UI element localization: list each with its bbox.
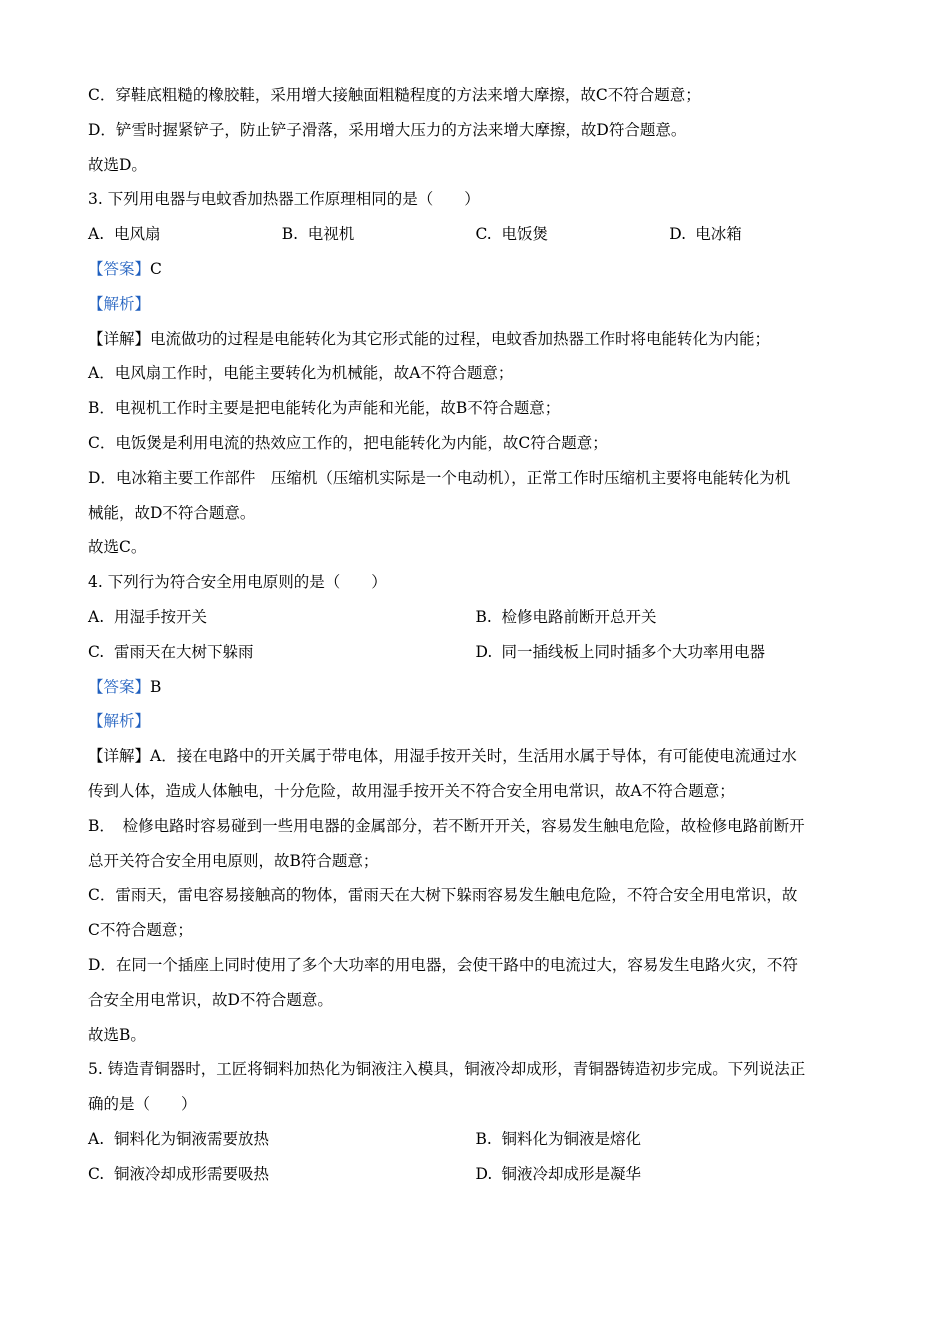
answer-label: 【答案】 bbox=[88, 259, 151, 278]
detail-line: D．电冰箱主要工作部件 压缩机（压缩机实际是一个电动机），正常工作时压缩机主要将电能转化为机 bbox=[88, 468, 791, 487]
detail-line: 传到人体，造成人体触电，十分危险，故用湿手按开关不符合安全用电常识，故A不符合题意； bbox=[88, 781, 735, 800]
option-text: 铜料化为铜液需要放热 bbox=[114, 1129, 270, 1148]
answer-label: 【答案】 bbox=[88, 677, 151, 696]
detail-line bbox=[88, 739, 863, 774]
option-c bbox=[476, 217, 670, 252]
option-a bbox=[88, 1122, 476, 1157]
question-5-stem: 5. 铸造青铜器时，工匠将铜料加热化为铜液注入模具，铜液冷却成形，青铜器铸造初步完成。下列说法正 bbox=[88, 1060, 806, 1079]
text-line: D．铲雪时握紧铲子，防止铲子滑落，采用增大压力的方法来增大摩擦，故D符合题意。 bbox=[88, 120, 687, 139]
detail-line: C．电饭煲是利用电流的热效应工作的，把电能转化为内能，故C符合题意； bbox=[88, 433, 608, 452]
question-5-options-row-1 bbox=[88, 1122, 863, 1157]
option-tag: A. bbox=[88, 225, 105, 244]
detail-line: D．在同一个插座上同时使用了多个大功率的用电器，会使干路中的电流过大，容易发生电路火灾，不符 bbox=[88, 955, 798, 974]
analysis-label: 【解析】 bbox=[88, 712, 151, 731]
detail-line: 故选C。 bbox=[88, 538, 147, 557]
detail-line: 合安全用电常识，故D不符合题意。 bbox=[88, 990, 333, 1009]
option-text: 电风扇 bbox=[114, 225, 161, 244]
question-5-stem-continued: 确的是（ ） bbox=[88, 1095, 197, 1114]
answer-value: C bbox=[150, 259, 162, 278]
option-text: 电冰箱 bbox=[695, 225, 742, 244]
option-b bbox=[476, 600, 864, 635]
detail-line: B． 检修电路时容易碰到一些用电器的金属部分，若不断开开关，容易发生触电危险，故检修电路前断开 bbox=[88, 816, 805, 835]
text-line: 故选D。 bbox=[88, 155, 147, 174]
option-text: 电视机 bbox=[307, 225, 355, 244]
option-text: 雷雨天在大树下躲雨 bbox=[114, 642, 254, 661]
detail-line: A．电风扇工作时，电能主要转化为机械能，故A不符合题意； bbox=[88, 364, 514, 383]
question-3-options bbox=[88, 217, 863, 252]
option-tag: C. bbox=[475, 225, 492, 244]
analysis-line bbox=[88, 704, 863, 739]
detail-text: A．接在电路中的开关属于带电体，用湿手按开关时，生活用水属于导体，有可能使电流通过水 bbox=[150, 747, 797, 766]
detail-line bbox=[88, 322, 863, 357]
answer-value: B bbox=[150, 677, 162, 696]
option-d bbox=[476, 1157, 864, 1192]
answer-line bbox=[88, 252, 863, 287]
detail-line: C．雷雨天，雷电容易接触高的物体，雷雨天在大树下躲雨容易发生触电危险，不符合安全用电常识，故 bbox=[88, 886, 798, 905]
option-text: 铜液冷却成形需要吸热 bbox=[114, 1164, 270, 1183]
option-text: 铜料化为铜液是熔化 bbox=[501, 1129, 642, 1148]
question-3-stem: 3. 下列用电器与电蚊香加热器工作原理相同的是（ ） bbox=[88, 190, 480, 209]
option-tag: D. bbox=[475, 1164, 493, 1183]
question-5-options-row-2 bbox=[88, 1157, 863, 1192]
detail-label: 【详解】 bbox=[88, 329, 151, 348]
option-d bbox=[669, 217, 863, 252]
analysis-label: 【解析】 bbox=[88, 294, 151, 313]
text-line: C．穿鞋底粗糙的橡胶鞋，采用增大接触面粗糙程度的方法来增大摩擦，故C不符合题意； bbox=[88, 86, 701, 104]
option-c bbox=[88, 635, 476, 670]
question-4-options-row-1 bbox=[88, 600, 863, 635]
detail-line: 总开关符合安全用电原则，故B符合题意； bbox=[88, 851, 379, 870]
detail-label: 【详解】 bbox=[88, 747, 151, 766]
detail-line: 械能，故D不符合题意。 bbox=[88, 503, 256, 522]
answer-line bbox=[88, 670, 863, 705]
detail-text: 电流做功的过程是电能转化为其它形式能的过程，电蚊香加热器工作时将电能转化为内能； bbox=[150, 329, 771, 348]
option-text: 铜液冷却成形是凝华 bbox=[501, 1164, 642, 1183]
option-tag: A. bbox=[88, 607, 105, 626]
option-tag: A. bbox=[88, 1129, 105, 1148]
option-tag: B. bbox=[475, 607, 492, 626]
option-text: 电饭煲 bbox=[501, 225, 549, 244]
analysis-line bbox=[88, 287, 863, 322]
option-text: 检修电路前断开总开关 bbox=[501, 607, 657, 626]
question-4-stem: 4. 下列行为符合安全用电原则的是（ ） bbox=[88, 573, 387, 592]
option-b bbox=[282, 217, 476, 252]
option-b bbox=[476, 1122, 864, 1157]
option-tag: C. bbox=[88, 1164, 105, 1183]
option-d bbox=[476, 635, 864, 670]
detail-line: C不符合题意； bbox=[88, 921, 193, 940]
option-tag: B. bbox=[475, 1129, 492, 1148]
detail-line: 故选B。 bbox=[88, 1025, 146, 1044]
option-tag: D. bbox=[475, 642, 493, 661]
detail-line: B．电视机工作时主要是把电能转化为声能和光能，故B不符合题意； bbox=[88, 399, 561, 418]
option-a bbox=[88, 600, 476, 635]
option-tag: C. bbox=[88, 642, 105, 661]
document-page bbox=[88, 78, 863, 1192]
question-4-options-row-2 bbox=[88, 635, 863, 670]
option-text: 同一插线板上同时插多个大功率用电器 bbox=[501, 642, 766, 661]
option-a bbox=[88, 217, 282, 252]
option-c bbox=[88, 1157, 476, 1192]
option-text: 用湿手按开关 bbox=[114, 607, 208, 626]
option-tag: B. bbox=[281, 225, 299, 244]
option-tag: D. bbox=[669, 225, 687, 244]
